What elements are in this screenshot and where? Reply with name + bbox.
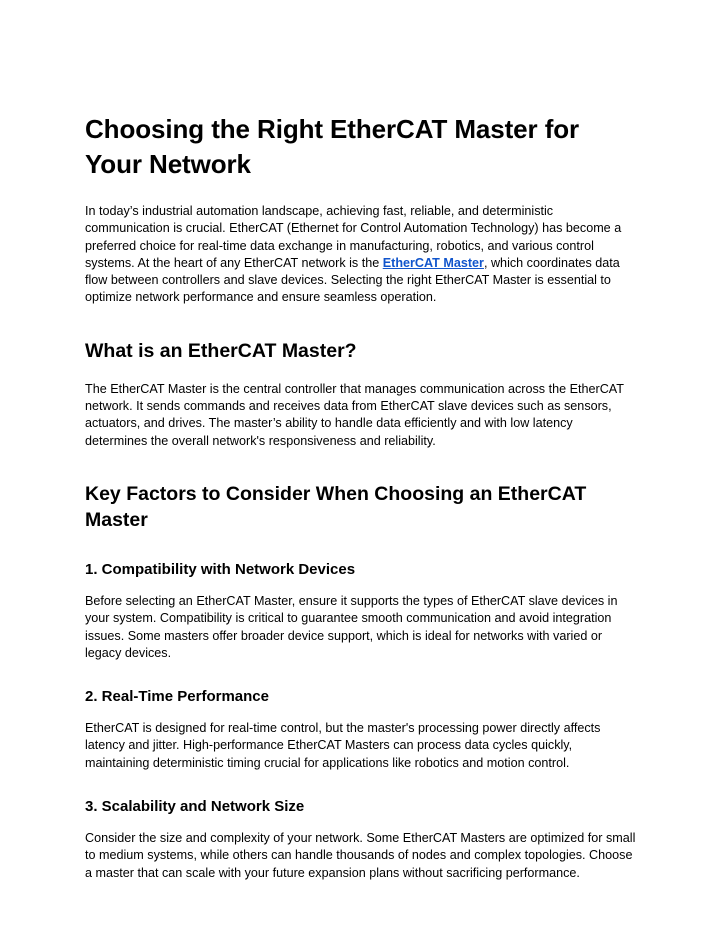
factor-paragraph-compatibility: Before selecting an EtherCAT Master, ensure it supports the types of EtherCAT slave devices in your system. Compatibility is critical to guarantee smooth communication and avoid integration issues. Some masters offer broader device support, which is ideal for networks with varied or legacy devices.: [85, 593, 618, 660]
ethercat-master-link[interactable]: EtherCAT Master: [382, 255, 484, 270]
intro-paragraph: [85, 203, 636, 307]
factor-heading-compatibility: 1. Compatibility with Network Devices: [85, 560, 356, 578]
section-heading-key-factors: Key Factors to Consider When Choosing an EtherCAT Master: [85, 482, 587, 531]
factor-paragraph-realtime: EtherCAT is designed for real-time control, but the master's processing power directly affects latency and jitter. High-performance EtherCAT Masters can process data cycles quickly, maintaining deterministic timing crucial for applications like robotics and motion control.: [85, 721, 601, 770]
intro-text-before-link: In today’s industrial automation landscape, achieving fast, reliable, and deterministic communication is crucial. EtherCAT (Ethernet for Control Automation Technology) has become a preferred choice for real-time data exchange in manufacturing, robotics, and various control systems. At the heart of any EtherCAT network is the: [85, 204, 622, 270]
factor-heading-realtime: 2. Real-Time Performance: [85, 688, 269, 706]
what-is-paragraph: The EtherCAT Master is the central controller that manages communication across the EtherCAT network. It sends commands and receives data from EtherCAT slave devices such as sensors, actuators, and drives. The master’s ability to handle data efficiently and with low latency determines the overall network's responsiveness and reliability.: [85, 381, 624, 448]
section-heading-what-is: What is an EtherCAT Master?: [85, 339, 357, 362]
page-title: Choosing the Right EtherCAT Master for Your Network: [85, 114, 580, 179]
intro-text-after-link: , which coordinates data flow between controllers and slave devices. Selecting the right EtherCAT Master is essential to optimize network performance and ensure seamless operation.: [85, 255, 620, 305]
factor-paragraph-scalability: Consider the size and complexity of your network. Some EtherCAT Masters are optimized for small to medium systems, while others can handle thousands of nodes and complex topologies. Choose a master that can scale with your future expansion plans without sacrificing performance.: [85, 831, 636, 880]
factor-heading-scalability: 3. Scalability and Network Size: [85, 798, 305, 816]
